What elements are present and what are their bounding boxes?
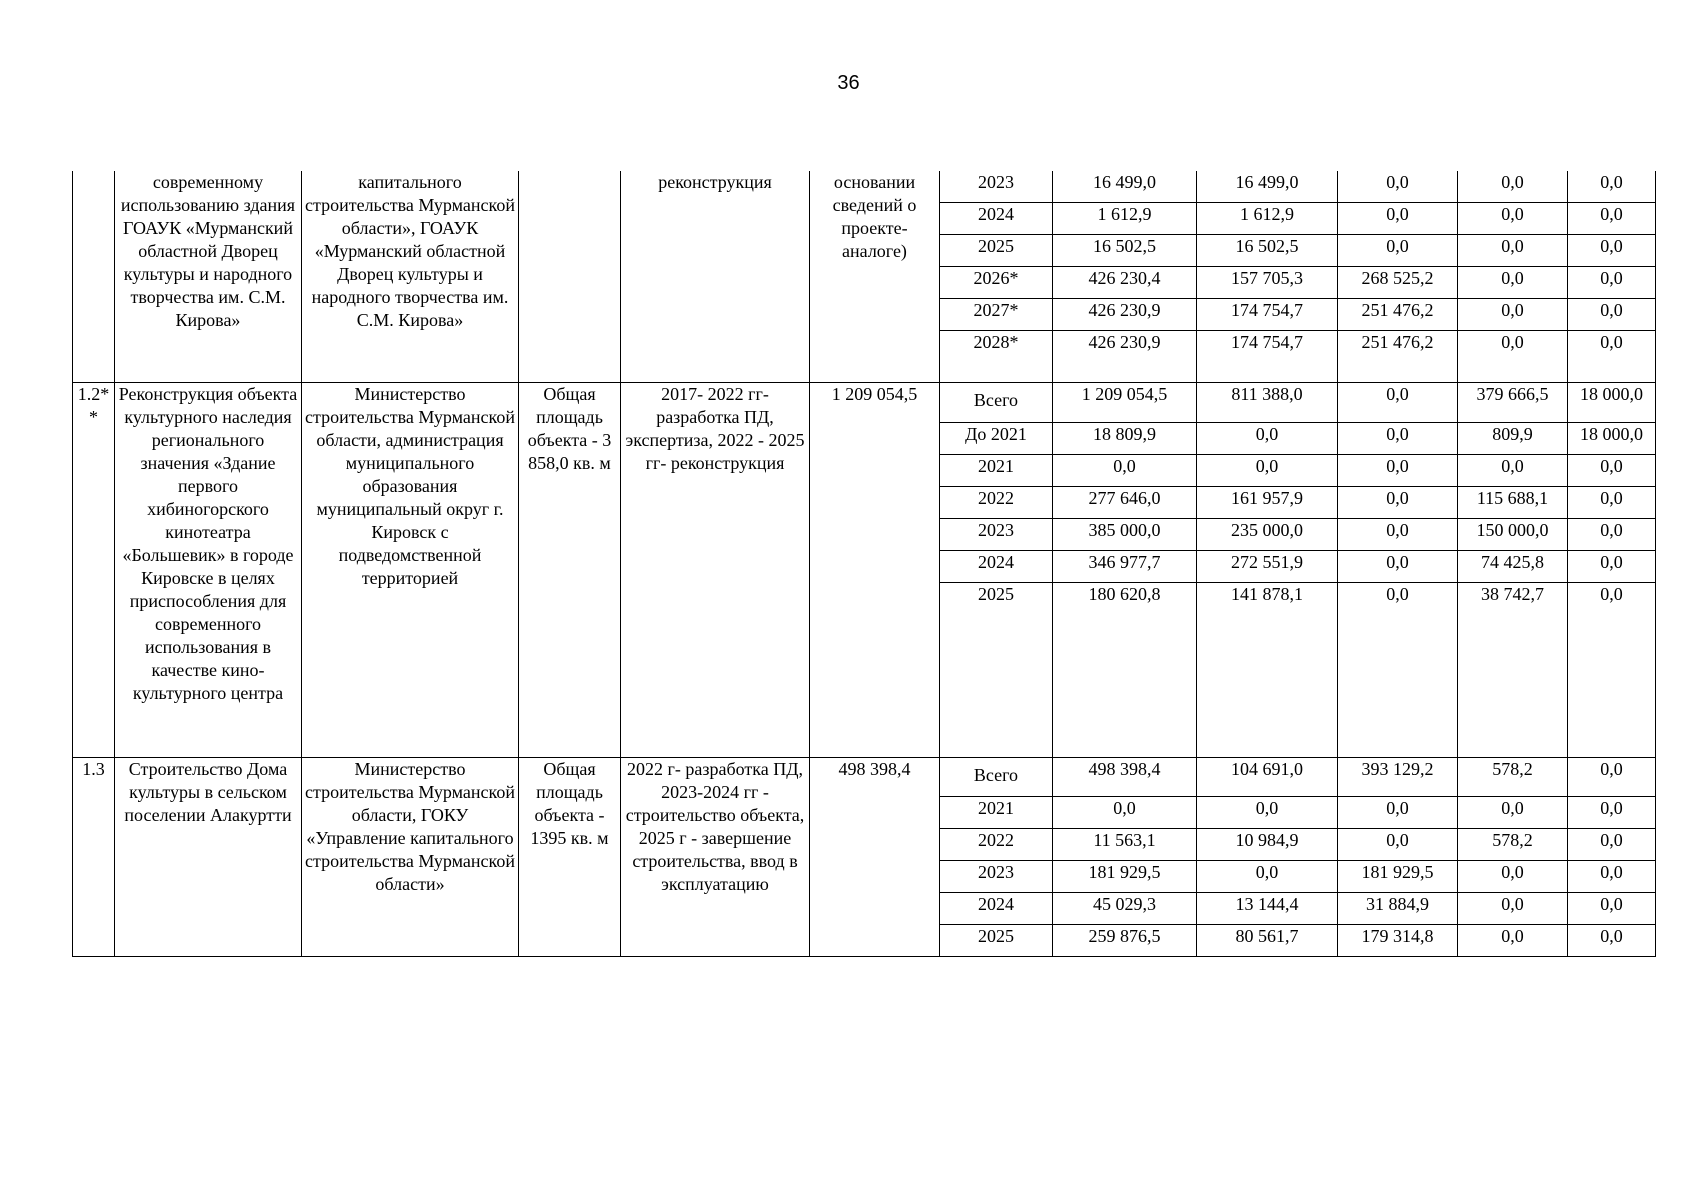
regional-budget-cell: 0,0: [1338, 203, 1458, 235]
year-cell: До 2021: [940, 423, 1053, 455]
regional-budget-cell: 0,0: [1338, 171, 1458, 203]
period-cell: 2017- 2022 гг- разработка ПД, экспертиза, 2022 - 2025 гг- реконструкция: [621, 383, 810, 758]
total-cell: 0,0: [1053, 797, 1197, 829]
year-cell: 2024: [940, 551, 1053, 583]
local-budget-cell: 0,0: [1458, 925, 1568, 957]
federal-budget-cell: 157 705,3: [1197, 267, 1338, 299]
total-cell: 346 977,7: [1053, 551, 1197, 583]
federal-budget-cell: 0,0: [1197, 797, 1338, 829]
regional-budget-cell: 0,0: [1338, 797, 1458, 829]
year-cell: Всего: [940, 758, 1053, 797]
federal-budget-cell: 13 144,4: [1197, 893, 1338, 925]
year-cell: 2025: [940, 235, 1053, 267]
extra-budget-cell: 18 000,0: [1568, 423, 1656, 455]
local-budget-cell: 0,0: [1458, 893, 1568, 925]
local-budget-cell: 0,0: [1458, 455, 1568, 487]
extra-budget-cell: 0,0: [1568, 925, 1656, 957]
federal-budget-cell: 272 551,9: [1197, 551, 1338, 583]
federal-budget-cell: 16 499,0: [1197, 171, 1338, 203]
extra-budget-cell: 0,0: [1568, 551, 1656, 583]
federal-budget-cell: 174 754,7: [1197, 331, 1338, 383]
estimated-cost-cell: 1 209 054,5: [810, 383, 940, 758]
regional-budget-cell: 0,0: [1338, 455, 1458, 487]
local-budget-cell: 578,2: [1458, 758, 1568, 797]
regional-budget-cell: 0,0: [1338, 423, 1458, 455]
extra-budget-cell: 0,0: [1568, 455, 1656, 487]
total-cell: 259 876,5: [1053, 925, 1197, 957]
federal-budget-cell: 80 561,7: [1197, 925, 1338, 957]
local-budget-cell: 578,2: [1458, 829, 1568, 861]
total-cell: 180 620,8: [1053, 583, 1197, 758]
year-cell: 2023: [940, 171, 1053, 203]
local-budget-cell: 150 000,0: [1458, 519, 1568, 551]
row-number-cell: 1.2* *: [73, 383, 115, 758]
regional-budget-cell: 0,0: [1338, 551, 1458, 583]
federal-budget-cell: 161 957,9: [1197, 487, 1338, 519]
estimated-cost-cell: 498 398,4: [810, 758, 940, 957]
capacity-cell: [519, 171, 621, 383]
year-cell: 2024: [940, 203, 1053, 235]
federal-budget-cell: 10 984,9: [1197, 829, 1338, 861]
regional-budget-cell: 268 525,2: [1338, 267, 1458, 299]
year-cell: 2021: [940, 455, 1053, 487]
year-cell: 2028*: [940, 331, 1053, 383]
estimated-cost-cell: основании сведений о проекте-аналоге): [810, 171, 940, 383]
object-name-cell: Реконструкция объекта культурного наследия регионального значения «Здание первого хибиногорского кинотеатра «Большевик» в городе Кировске в целях приспособления для современного использования в качестве кино-культурного центра: [115, 383, 302, 758]
extra-budget-cell: 0,0: [1568, 829, 1656, 861]
federal-budget-cell: 16 502,5: [1197, 235, 1338, 267]
local-budget-cell: 0,0: [1458, 267, 1568, 299]
table-row: [73, 383, 1656, 423]
extra-budget-cell: 0,0: [1568, 519, 1656, 551]
extra-budget-cell: 0,0: [1568, 583, 1656, 758]
regional-budget-cell: 179 314,8: [1338, 925, 1458, 957]
federal-budget-cell: 235 000,0: [1197, 519, 1338, 551]
extra-budget-cell: 0,0: [1568, 797, 1656, 829]
extra-budget-cell: 0,0: [1568, 331, 1656, 383]
local-budget-cell: 0,0: [1458, 203, 1568, 235]
period-cell: 2022 г- разработка ПД, 2023-2024 гг - строительство объекта, 2025 г - завершение строительства, ввод в эксплуатацию: [621, 758, 810, 957]
federal-budget-cell: 0,0: [1197, 861, 1338, 893]
regional-budget-cell: 251 476,2: [1338, 331, 1458, 383]
year-cell: 2022: [940, 829, 1053, 861]
regional-budget-cell: 0,0: [1338, 383, 1458, 423]
row-number-cell: 1.3: [73, 758, 115, 957]
total-cell: 498 398,4: [1053, 758, 1197, 797]
regional-budget-cell: 251 476,2: [1338, 299, 1458, 331]
total-cell: 18 809,9: [1053, 423, 1197, 455]
extra-budget-cell: 0,0: [1568, 893, 1656, 925]
year-cell: 2021: [940, 797, 1053, 829]
year-cell: 2026*: [940, 267, 1053, 299]
extra-budget-cell: 0,0: [1568, 299, 1656, 331]
total-cell: 0,0: [1053, 455, 1197, 487]
regional-budget-cell: 393 129,2: [1338, 758, 1458, 797]
year-cell: 2024: [940, 893, 1053, 925]
year-cell: 2023: [940, 519, 1053, 551]
local-budget-cell: 0,0: [1458, 797, 1568, 829]
federal-budget-cell: 1 612,9: [1197, 203, 1338, 235]
federal-budget-cell: 0,0: [1197, 423, 1338, 455]
total-cell: 1 209 054,5: [1053, 383, 1197, 423]
total-cell: 426 230,9: [1053, 299, 1197, 331]
local-budget-cell: 0,0: [1458, 171, 1568, 203]
capacity-cell: Общая площадь объекта - 3 858,0 кв. м: [519, 383, 621, 758]
federal-budget-cell: 174 754,7: [1197, 299, 1338, 331]
customer-cell: капитального строительства Мурманской области», ГОАУК «Мурманский областной Дворец культуры и народного творчества им. С.М. Кирова»: [302, 171, 519, 383]
customer-cell: Министерство строительства Мурманской области, ГОКУ «Управление капитального строительства Мурманской области»: [302, 758, 519, 957]
local-budget-cell: 74 425,8: [1458, 551, 1568, 583]
table-row: [73, 171, 1656, 203]
total-cell: 1 612,9: [1053, 203, 1197, 235]
period-cell: реконструкция: [621, 171, 810, 383]
extra-budget-cell: 0,0: [1568, 861, 1656, 893]
regional-budget-cell: 0,0: [1338, 519, 1458, 551]
total-cell: 426 230,9: [1053, 331, 1197, 383]
total-cell: 385 000,0: [1053, 519, 1197, 551]
year-cell: 2025: [940, 583, 1053, 758]
year-cell: 2022: [940, 487, 1053, 519]
extra-budget-cell: 0,0: [1568, 758, 1656, 797]
regional-budget-cell: 0,0: [1338, 487, 1458, 519]
page-number: 36: [837, 72, 860, 94]
federal-budget-cell: 104 691,0: [1197, 758, 1338, 797]
regional-budget-cell: 181 929,5: [1338, 861, 1458, 893]
year-cell: 2027*: [940, 299, 1053, 331]
year-cell: 2025: [940, 925, 1053, 957]
row-number-cell: [73, 171, 115, 383]
total-cell: 11 563,1: [1053, 829, 1197, 861]
local-budget-cell: 0,0: [1458, 861, 1568, 893]
extra-budget-cell: 0,0: [1568, 235, 1656, 267]
total-cell: 45 029,3: [1053, 893, 1197, 925]
total-cell: 426 230,4: [1053, 267, 1197, 299]
local-budget-cell: 38 742,7: [1458, 583, 1568, 758]
regional-budget-cell: 0,0: [1338, 829, 1458, 861]
local-budget-cell: 809,9: [1458, 423, 1568, 455]
extra-budget-cell: 0,0: [1568, 171, 1656, 203]
extra-budget-cell: 0,0: [1568, 487, 1656, 519]
extra-budget-cell: 0,0: [1568, 267, 1656, 299]
federal-budget-cell: 141 878,1: [1197, 583, 1338, 758]
investment-table: [72, 171, 1656, 957]
regional-budget-cell: 0,0: [1338, 235, 1458, 267]
table-row: [73, 758, 1656, 797]
year-cell: Всего: [940, 383, 1053, 423]
regional-budget-cell: 0,0: [1338, 583, 1458, 758]
local-budget-cell: 0,0: [1458, 235, 1568, 267]
local-budget-cell: 379 666,5: [1458, 383, 1568, 423]
regional-budget-cell: 31 884,9: [1338, 893, 1458, 925]
total-cell: 16 499,0: [1053, 171, 1197, 203]
total-cell: 277 646,0: [1053, 487, 1197, 519]
federal-budget-cell: 0,0: [1197, 455, 1338, 487]
extra-budget-cell: 18 000,0: [1568, 383, 1656, 423]
year-cell: 2023: [940, 861, 1053, 893]
capacity-cell: Общая площадь объекта - 1395 кв. м: [519, 758, 621, 957]
federal-budget-cell: 811 388,0: [1197, 383, 1338, 423]
object-name-cell: современному использованию здания ГОАУК «Мурманский областной Дворец культуры и народного творчества им. С.М. Кирова»: [115, 171, 302, 383]
local-budget-cell: 0,0: [1458, 299, 1568, 331]
total-cell: 181 929,5: [1053, 861, 1197, 893]
total-cell: 16 502,5: [1053, 235, 1197, 267]
local-budget-cell: 0,0: [1458, 331, 1568, 383]
customer-cell: Министерство строительства Мурманской области, администрация муниципального образования муниципальный округ г. Кировск с подведомственной территорией: [302, 383, 519, 758]
local-budget-cell: 115 688,1: [1458, 487, 1568, 519]
extra-budget-cell: 0,0: [1568, 203, 1656, 235]
object-name-cell: Строительство Дома культуры в сельском поселении Алакуртти: [115, 758, 302, 957]
